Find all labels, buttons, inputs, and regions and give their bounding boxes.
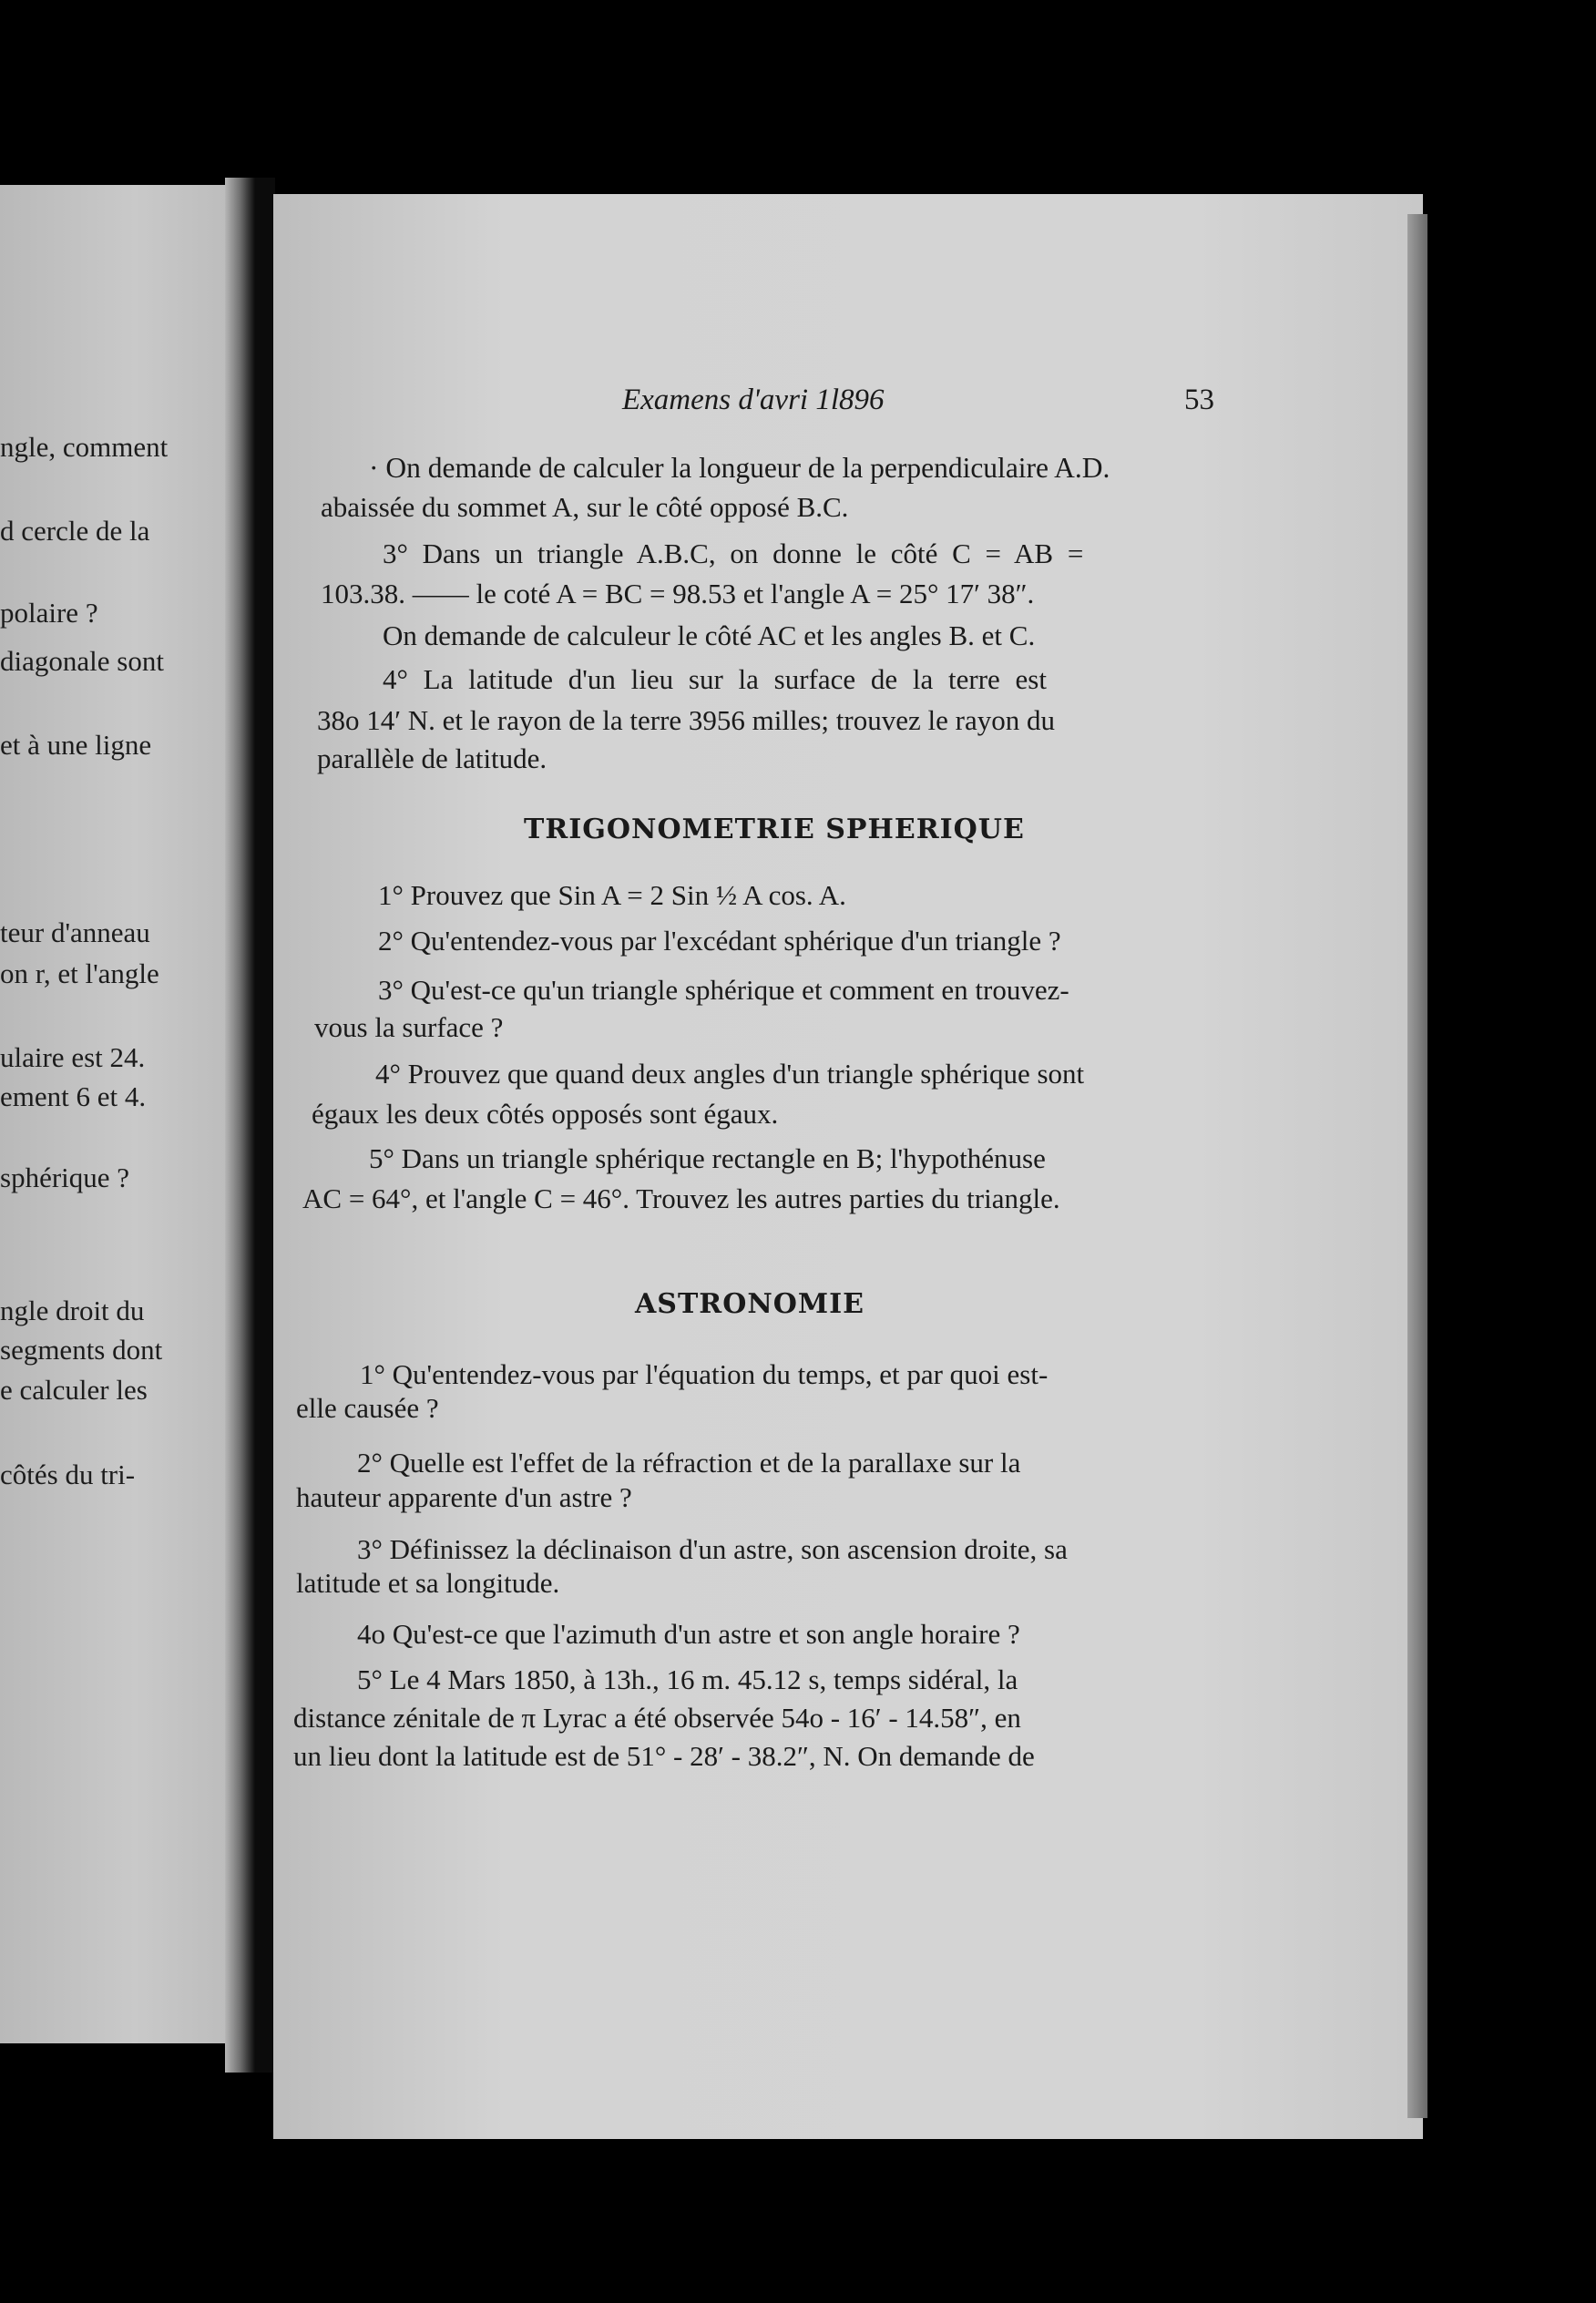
left-page-line: diagonale sont (0, 645, 164, 677)
text-line: 3° Qu'est-ce qu'un triangle sphérique et comment en trouvez- (378, 974, 1069, 1006)
left-page-line: d cercle de la (0, 515, 150, 547)
left-page-line: polaire ? (0, 597, 98, 629)
text-line: 4o Qu'est-ce que l'azimuth d'un astre et son angle horaire ? (357, 1618, 1020, 1650)
running-header: Examens d'avri 1l896 (622, 384, 885, 416)
text-line: parallèle de latitude. (317, 742, 547, 774)
left-page-line: ulaire est 24. (0, 1041, 146, 1073)
left-page-line: sphérique ? (0, 1162, 130, 1193)
text-line: hauteur apparente d'un astre ? (296, 1481, 632, 1513)
text-line: 38o 14′ N. et le rayon de la terre 3956 milles; trouvez le rayon du (317, 704, 1055, 736)
left-page-line: ngle, comment (0, 431, 169, 463)
text-line: On demande de calculeur le côté AC et les angles B. et C. (383, 619, 1036, 651)
text-line: un lieu dont la latitude est de 51° - 28′ - 38.2″, N. On demande de (293, 1740, 1035, 1772)
left-page-line: côtés du tri- (0, 1459, 136, 1490)
section-heading: TRIGONOMETRIE SPHERIQUE (524, 814, 1025, 845)
text-line: 2° Quelle est l'effet de la réfraction et de la parallaxe sur la (357, 1447, 1021, 1479)
left-page-line: ngle droit du (0, 1295, 145, 1326)
text-line: · On demande de calculer la longueur de la perpendiculaire A.D. (369, 452, 1110, 484)
scan-background (0, 0, 1596, 182)
text-line: latitude et sa longitude. (296, 1567, 560, 1599)
text-line: 5° Dans un triangle sphérique rectangle en B; l'hypothénuse (369, 1142, 1046, 1174)
book-gutter (225, 178, 275, 2073)
text-line: AC = 64°, et l'angle C = 46°. Trouvez les autres parties du triangle. (302, 1182, 1060, 1214)
text-line: 4° La latitude d'un lieu sur la surface de la terre est (383, 663, 1047, 695)
text-line: 2° Qu'entendez-vous par l'excédant sphérique d'un triangle ? (378, 925, 1061, 957)
text-line: 1° Qu'entendez-vous par l'équation du temps, et par quoi est- (360, 1358, 1049, 1390)
text-line: abaissée du sommet A, sur le côté opposé B.C. (321, 491, 849, 523)
left-page-line: on r, et l'angle (0, 957, 159, 989)
left-page-line: ement 6 et 4. (0, 1080, 147, 1112)
left-page-line: teur d'anneau (0, 916, 150, 948)
text-line: distance zénitale de π Lyrac a été observée 54o - 16′ - 14.58″, en (293, 1702, 1021, 1734)
page-edge (1407, 214, 1427, 2118)
text-line: 4° Prouvez que quand deux angles d'un triangle sphérique sont (375, 1058, 1085, 1090)
section-heading: ASTRONOMIE (635, 1288, 864, 1320)
left-page-line: segments dont (0, 1334, 163, 1366)
text-line: vous la surface ? (314, 1011, 504, 1043)
text-line: égaux les deux côtés opposés sont égaux. (312, 1098, 779, 1130)
left-page-line: e calculer les (0, 1374, 148, 1406)
text-line: 1° Prouvez que Sin A = 2 Sin ½ A cos. A. (378, 879, 846, 911)
left-page (0, 185, 225, 2043)
left-page-line: et à une ligne (0, 729, 152, 761)
text-line: 3° Définissez la déclinaison d'un astre, son ascension droite, sa (357, 1533, 1068, 1565)
page-number: 53 (1184, 384, 1214, 416)
text-line: 3° Dans un triangle A.B.C, on donne le côté C = AB = (383, 537, 1084, 569)
text-line: 5° Le 4 Mars 1850, à 13h., 16 m. 45.12 s, temps sidéral, la (357, 1663, 1018, 1695)
text-line: elle causée ? (296, 1392, 439, 1424)
text-line: 103.38. —— le coté A = BC = 98.53 et l'angle A = 25° 17′ 38″. (321, 578, 1035, 609)
